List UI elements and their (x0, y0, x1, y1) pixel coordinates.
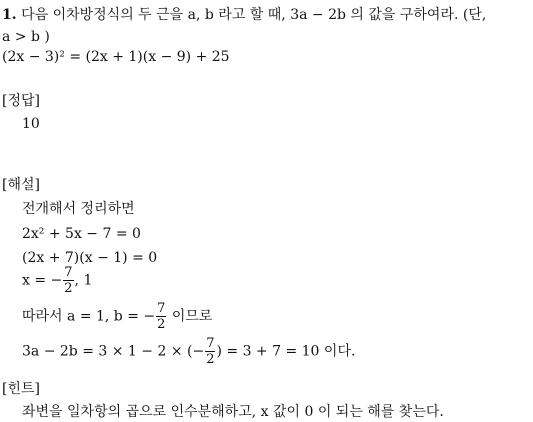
fraction-denominator: 2 (64, 281, 73, 296)
step-3-prefix: x = − (22, 272, 63, 289)
hint-heading: [힌트] (2, 381, 40, 397)
solution-step-5 (22, 337, 355, 366)
fraction-denominator: 2 (206, 352, 215, 367)
answer-heading: [정답] (2, 93, 40, 109)
hint-text: 좌변을 일차항의 곱으로 인수분해하고, x 값이 0 이 되는 해를 찾는다. (22, 404, 444, 420)
step-4-prefix: 따라서 a = 1, b = − (22, 308, 156, 325)
step-5-prefix: 3a − 2b = 3 × 1 − 2 × (− (22, 343, 205, 360)
solution-step-3 (22, 266, 92, 295)
solution-step-2: (2x + 7)(x − 1) = 0 (22, 250, 158, 266)
fraction-denominator: 2 (157, 317, 166, 332)
fraction-numerator: 7 (64, 265, 73, 280)
solution-step-1: 2x² + 5x − 7 = 0 (22, 226, 141, 242)
solution-step-4 (22, 302, 212, 331)
fraction-numerator: 7 (206, 336, 215, 351)
step-4-suffix: 이므로 (167, 308, 213, 325)
problem-condition: a > b ) (2, 29, 50, 45)
step-3-suffix: , 1 (74, 272, 93, 289)
solution-intro: 전개해서 정리하면 (22, 201, 135, 217)
problem-number: 1. (2, 7, 17, 23)
problem-line (2, 6, 486, 24)
step-5-fraction (205, 337, 215, 366)
fraction-numerator: 7 (157, 301, 166, 316)
problem-equation: (2x − 3)² = (2x + 1)(x − 9) + 25 (2, 49, 230, 65)
step-3-fraction (63, 266, 73, 295)
step-5-suffix: ) = 3 + 7 = 10 이다. (216, 343, 356, 360)
step-4-fraction (156, 302, 166, 331)
answer-value: 10 (22, 116, 40, 132)
solution-heading: [해설] (2, 177, 40, 193)
problem-text: 다음 이차방정식의 두 근을 a, b 라고 할 때, 3a − 2b 의 값을 구하여라. (단, (21, 7, 487, 23)
